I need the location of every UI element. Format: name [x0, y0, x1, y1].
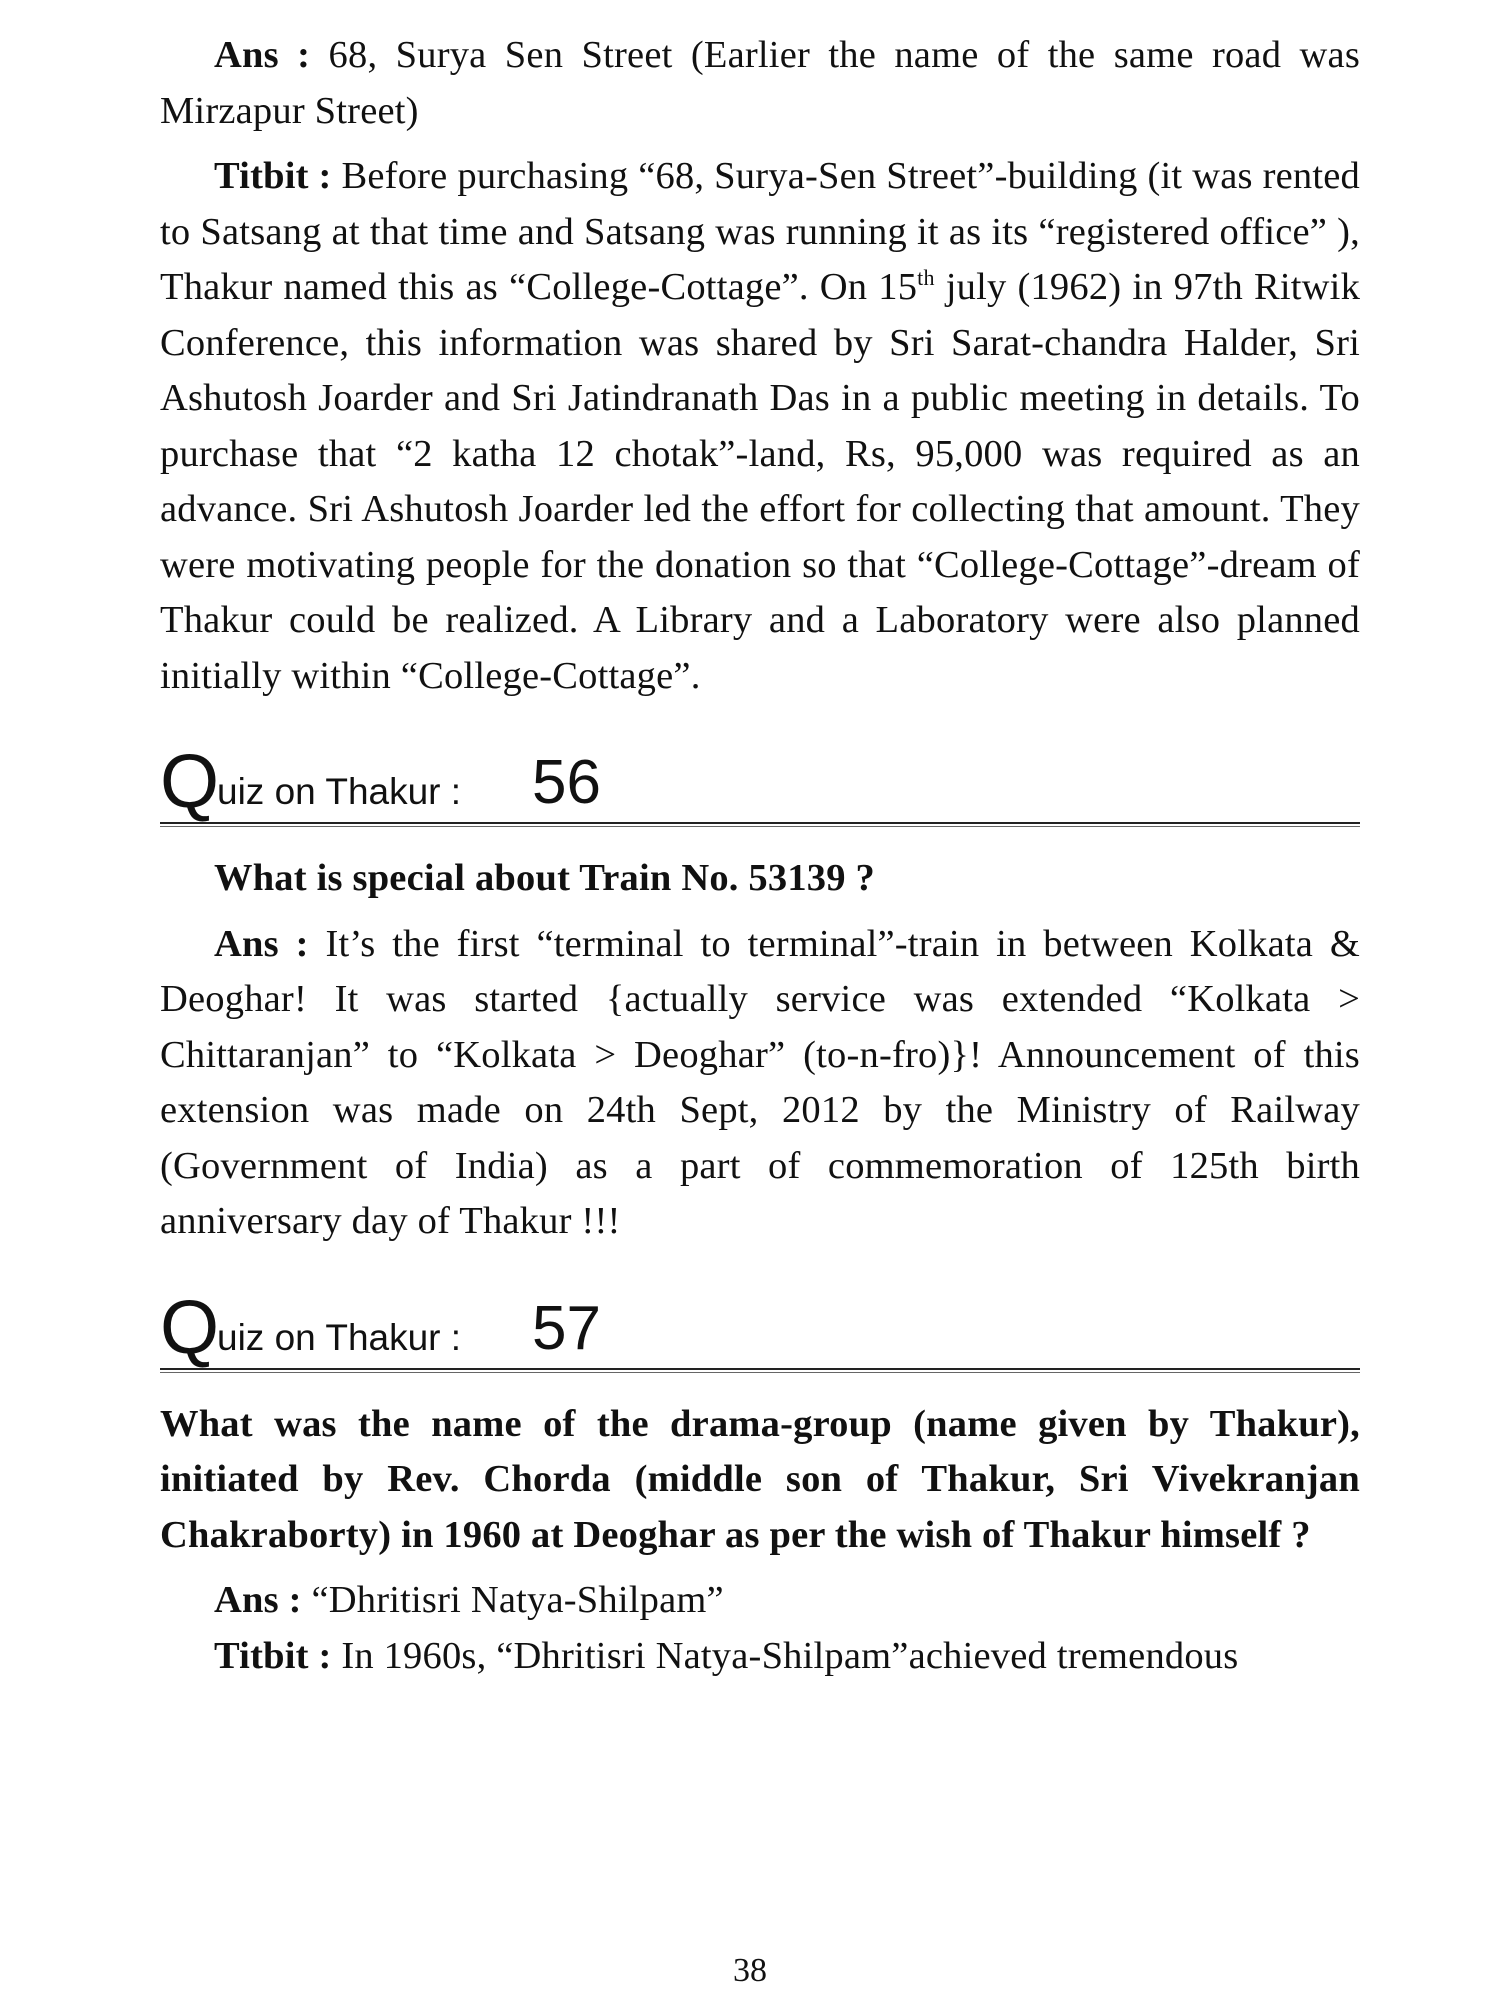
heading-divider [160, 1368, 1360, 1373]
answer-paragraph [160, 1573, 1360, 1629]
answer-paragraph [160, 28, 1360, 139]
quiz-57-heading [160, 1276, 1360, 1368]
answer-text: “Dhritisri Natya-Shilpam” [311, 1579, 724, 1621]
titbit-label: Titbit : [214, 155, 332, 197]
page-number: 38 [733, 1952, 767, 1989]
titbit-label: Titbit : [214, 1634, 332, 1677]
titbit-text: In 1960s, “Dhritisri Natya-Shilpam”achieved tremendous [341, 1634, 1239, 1677]
answer-text: 68, Surya Sen Street (Earlier the name of the same road was Mirzapur Street) [160, 34, 1361, 132]
quiz-number: 57 [532, 1293, 601, 1363]
answer-label: Ans : [214, 34, 311, 76]
quiz-heading-title: uiz on Thakur : [217, 1316, 462, 1358]
quiz-heading-title: uiz on Thakur : [217, 771, 462, 812]
answer-label: Ans : [214, 922, 309, 965]
quiz-number: 56 [532, 748, 601, 817]
answer-label: Ans : [214, 1579, 302, 1621]
titbit-paragraph [160, 1629, 1360, 1685]
quiz-question: What was the name of the drama-group (name given by Thakur), initiated by Rev. Chorda (middle son of Thakur, Sri Vivekranjan Chakraborty) in 1960 at Deoghar as per the wish of Thakur himself ? [160, 1402, 1360, 1556]
titbit-text-part1: Before purchasing “68, Surya-Sen Street”-building (it was rented to Satsang at that time and Satsang was running it as its “registered office” ), Thakur named this as “College-Cottage”. On 15 [160, 155, 1360, 308]
quiz-heading-initial: Q [160, 1284, 220, 1370]
answer-paragraph [160, 917, 1360, 1250]
answer-text: It’s the first “terminal to terminal”-train in between Kolkata & Deoghar! It was started {actually service was extended “Kolkata > Chittaranjan” to “Kolkata > Deoghar” (to-n-fro)}! Announcement of this extension was made on 24th Sept, 2012 by the Ministry of Railway (Government of India) as a part of commemoration of 125th birth anniversary day of Thakur !!! [160, 922, 1360, 1242]
heading-divider [160, 822, 1360, 827]
ordinal-superscript: th [917, 265, 935, 291]
titbit-text-part2: july (1962) in 97th Ritwik Conference, this information was shared by Sri Sarat-chandra Halder, Sri Ashutosh Joarder and Sri Jatindranath Das in a public meeting in details. To purchase that “2 katha 12 chotak”-land, Rs, 95,000 was required as an advance. Sri Ashutosh Joarder led the effort for collecting that amount. They were motivating people for the donation so that “College-Cottage”-dream of Thakur could be realized. A Library and a Laboratory were also planned initially within “College-Cottage”. [160, 266, 1361, 697]
page-content [160, 28, 1360, 1684]
quiz-question: What is special about Train No. 53139 ? [214, 857, 875, 899]
quiz-56-heading [160, 730, 1360, 822]
quiz-heading-initial: Q [160, 739, 220, 824]
titbit-paragraph [160, 149, 1360, 704]
